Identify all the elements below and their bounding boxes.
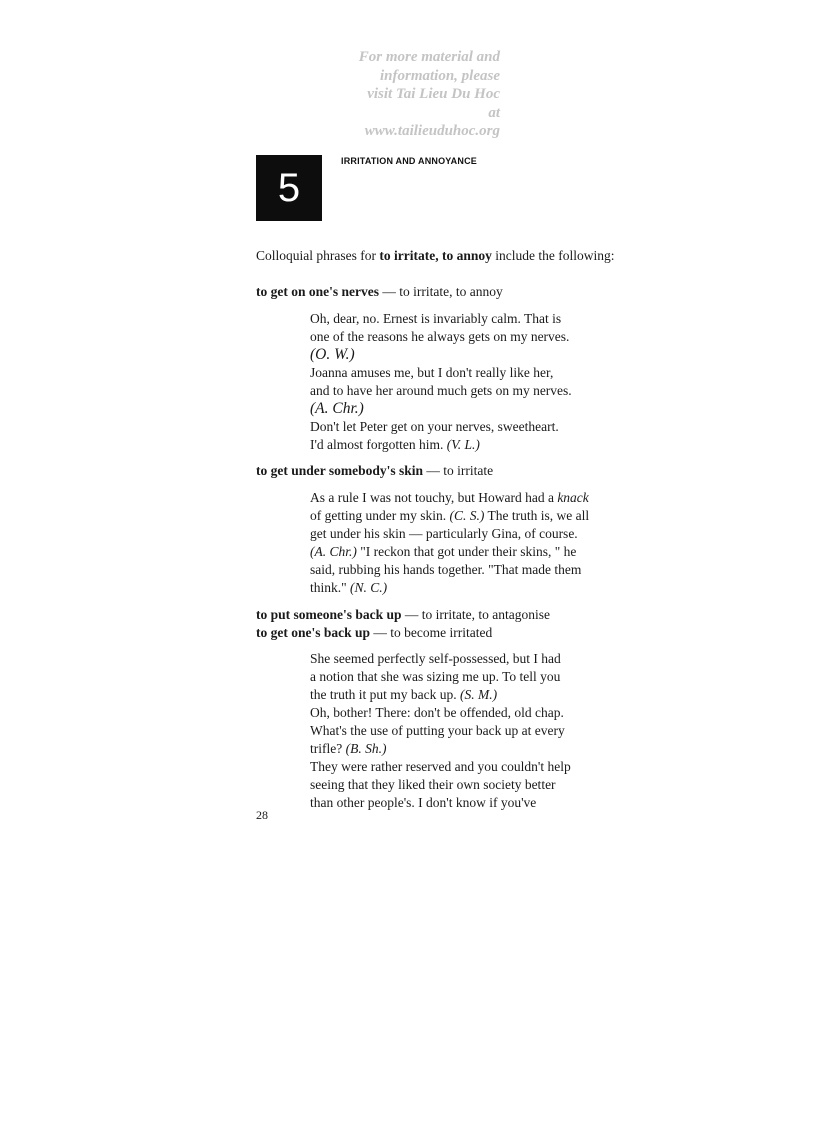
page-number: 28 xyxy=(256,808,268,822)
quote-line: Oh, bother! There: don't be offended, old chap. xyxy=(310,705,564,720)
phrase-entry xyxy=(256,606,550,624)
quote-line: Oh, dear, no. Ernest is invariably calm. That is xyxy=(310,311,562,326)
phrase-entry xyxy=(256,462,493,480)
quote-text: trifle? xyxy=(310,741,346,756)
quote-line: Don't let Peter get on your nerves, sweetheart. xyxy=(310,419,559,434)
quote-source: (A. Chr.) xyxy=(310,400,364,417)
quote-text: of getting under my skin. xyxy=(310,508,450,523)
phrase-entry xyxy=(256,624,492,642)
quote-line: than other people's. I don't know if you've xyxy=(310,795,537,810)
quote-source: (C. S.) xyxy=(449,508,485,523)
quote-source: (N. C.) xyxy=(350,580,388,595)
intro-paragraph xyxy=(256,247,616,265)
quote-line xyxy=(310,686,630,704)
quote-text: "I reckon that got under their skins, " he xyxy=(356,544,577,559)
quote-line xyxy=(310,489,630,507)
quote-line: seeing that they liked their own society better xyxy=(310,777,556,792)
quote-line: and to have her around much gets on my nerves. xyxy=(310,383,572,398)
quote-line xyxy=(310,740,630,758)
quote-source: (V. L.) xyxy=(446,437,480,452)
quote-text: The truth is, we all xyxy=(484,508,590,523)
phrase-term: to get one's back up xyxy=(256,625,371,640)
phrase-term: to get under somebody's skin xyxy=(256,463,424,478)
quote-line: She seemed perfectly self-possessed, but I had xyxy=(310,651,561,666)
watermark-line: visit Tai Lieu Du Hoc xyxy=(367,86,500,102)
quote-source: (A. Chr.) xyxy=(310,544,357,559)
quote-line xyxy=(310,579,630,597)
intro-text-after: include the following: xyxy=(491,248,615,263)
watermark-line: www.tailieuduhoc.org xyxy=(364,123,500,139)
quote-text: the truth it put my back up. xyxy=(310,687,460,702)
watermark-line: information, please xyxy=(379,67,500,84)
quote-line: a notion that she was sizing me up. To tell you xyxy=(310,669,561,684)
quote-line: said, rubbing his hands together. "That made them xyxy=(310,562,582,577)
phrase-definition: — to become irritated xyxy=(370,625,493,640)
quote-line: They were rather reserved and you couldn't help xyxy=(310,759,571,774)
quote-emphasis: knack xyxy=(557,490,589,505)
quote-text: think." xyxy=(310,580,351,595)
quote-block xyxy=(310,489,630,597)
phrase-term: to put someone's back up xyxy=(256,607,402,622)
chapter-title: IRRITATION AND ANNOYANCE xyxy=(341,156,477,166)
phrase-definition: — to irritate, to annoy xyxy=(378,284,503,299)
quote-block xyxy=(310,310,630,454)
quote-line: Joanna amuses me, but I don't really like her, xyxy=(310,365,554,380)
watermark-line: For more material and xyxy=(358,49,500,65)
phrase-definition: — to irritate xyxy=(423,463,494,478)
quote-text: I'd almost forgotten him. xyxy=(310,437,447,452)
chapter-number-box: 5 xyxy=(256,155,322,221)
quote-line xyxy=(310,507,630,525)
quote-source: (B. Sh.) xyxy=(345,741,387,756)
quote-line: one of the reasons he always gets on my nerves. xyxy=(310,329,570,344)
intro-bold: to irritate, to annoy xyxy=(379,248,492,263)
quote-line xyxy=(310,436,630,454)
quote-source: (S. M.) xyxy=(459,687,498,702)
quote-line: What's the use of putting your back up at every xyxy=(310,723,565,738)
phrase-entry xyxy=(256,283,503,301)
intro-text: Colloquial phrases for xyxy=(256,248,380,263)
quote-source: (O. W.) xyxy=(310,346,355,363)
watermark-line: at xyxy=(488,104,500,121)
phrase-term: to get on one's nerves xyxy=(256,284,379,299)
phrase-definition: — to irritate, to antagonise xyxy=(401,607,550,622)
quote-line xyxy=(310,543,630,561)
quote-block xyxy=(310,650,630,812)
watermark xyxy=(300,48,500,141)
quote-line: get under his skin — particularly Gina, of course. xyxy=(310,526,578,541)
quote-text: As a rule I was not touchy, but Howard had a xyxy=(310,490,558,505)
